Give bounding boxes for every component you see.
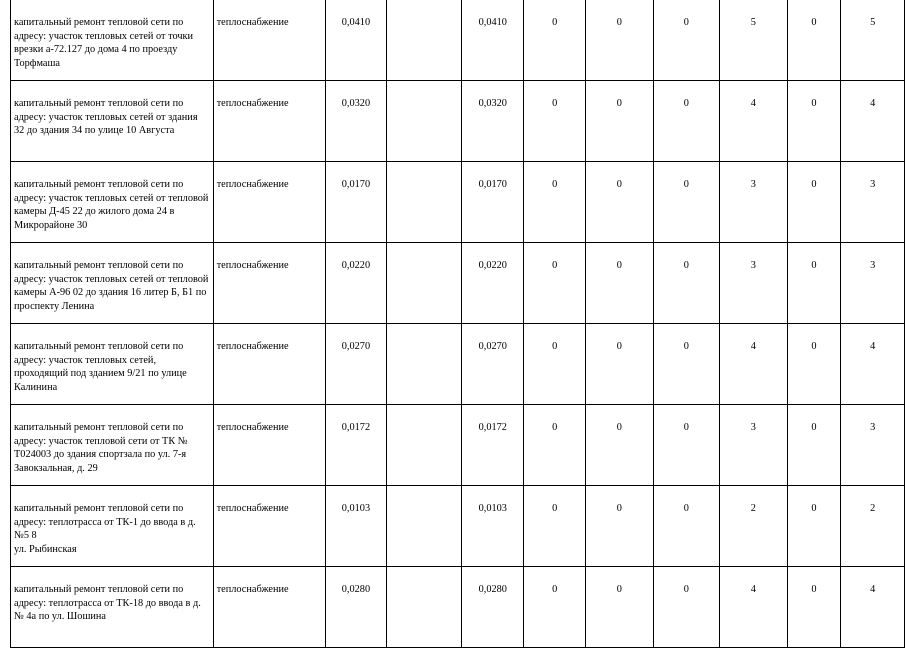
value-cell-1: 0,0320 xyxy=(325,81,386,162)
description-cell: капитальный ремонт тепловой сети по адресу: участок тепловых сетей, проходящий под зданием 9/21 по улице Калинина xyxy=(11,324,214,405)
count-cell-3: 0 xyxy=(653,243,720,324)
count-cell-2: 0 xyxy=(586,324,653,405)
count-cell-2: 0 xyxy=(586,567,653,648)
count-cell-4: 3 xyxy=(720,243,787,324)
value-cell-1: 0,0103 xyxy=(325,486,386,567)
count-cell-4: 3 xyxy=(720,162,787,243)
value-cell-2 xyxy=(387,243,462,324)
count-cell-2: 0 xyxy=(586,486,653,567)
table-row xyxy=(11,405,905,486)
table-row xyxy=(11,0,905,81)
count-cell-2: 0 xyxy=(586,81,653,162)
count-cell-1: 0 xyxy=(524,243,586,324)
count-cell-1: 0 xyxy=(524,486,586,567)
count-cell-5: 0 xyxy=(787,162,841,243)
value-cell-1: 0,0172 xyxy=(325,405,386,486)
count-cell-1: 0 xyxy=(524,81,586,162)
value-cell-3: 0,0280 xyxy=(462,567,524,648)
table-row xyxy=(11,162,905,243)
count-cell-1: 0 xyxy=(524,405,586,486)
count-cell-3: 0 xyxy=(653,81,720,162)
count-cell-5: 0 xyxy=(787,405,841,486)
category-cell: теплоснабжение xyxy=(213,162,325,243)
table-row xyxy=(11,243,905,324)
count-cell-3: 0 xyxy=(653,324,720,405)
count-cell-1: 0 xyxy=(524,0,586,81)
description-cell: капитальный ремонт тепловой сети по адресу: теплотрасса от ТК-18 до ввода в д.№ 4а по ул. Шошина xyxy=(11,567,214,648)
count-cell-6: 3 xyxy=(841,243,905,324)
count-cell-3: 0 xyxy=(653,162,720,243)
value-cell-1: 0,0410 xyxy=(325,0,386,81)
count-cell-4: 3 xyxy=(720,405,787,486)
count-cell-4: 4 xyxy=(720,324,787,405)
description-cell: капитальный ремонт тепловой сети по адресу: теплотрасса от ТК-1 до ввода в д.№5 8 ул. Рыбинская xyxy=(11,486,214,567)
table-row xyxy=(11,486,905,567)
value-cell-2 xyxy=(387,486,462,567)
count-cell-4: 4 xyxy=(720,567,787,648)
count-cell-5: 0 xyxy=(787,324,841,405)
category-cell: теплоснабжение xyxy=(213,324,325,405)
value-cell-3: 0,0220 xyxy=(462,243,524,324)
count-cell-6: 2 xyxy=(841,486,905,567)
value-cell-1: 0,0280 xyxy=(325,567,386,648)
value-cell-2 xyxy=(387,567,462,648)
count-cell-2: 0 xyxy=(586,162,653,243)
count-cell-3: 0 xyxy=(653,567,720,648)
count-cell-6: 4 xyxy=(841,324,905,405)
value-cell-2 xyxy=(387,81,462,162)
count-cell-6: 5 xyxy=(841,0,905,81)
count-cell-6: 3 xyxy=(841,405,905,486)
count-cell-1: 0 xyxy=(524,324,586,405)
value-cell-3: 0,0172 xyxy=(462,405,524,486)
count-cell-3: 0 xyxy=(653,0,720,81)
table-row xyxy=(11,567,905,648)
category-cell: теплоснабжение xyxy=(213,81,325,162)
count-cell-2: 0 xyxy=(586,405,653,486)
category-cell: теплоснабжение xyxy=(213,243,325,324)
repair-table xyxy=(10,0,905,648)
count-cell-6: 4 xyxy=(841,81,905,162)
description-cell: капитальный ремонт тепловой сети по адресу: участок тепловых сетей от здания 32 до здания 34 по улице 10 Августа xyxy=(11,81,214,162)
count-cell-4: 5 xyxy=(720,0,787,81)
count-cell-2: 0 xyxy=(586,243,653,324)
category-cell: теплоснабжение xyxy=(213,405,325,486)
value-cell-1: 0,0270 xyxy=(325,324,386,405)
value-cell-2 xyxy=(387,0,462,81)
category-cell: теплоснабжение xyxy=(213,0,325,81)
description-cell: капитальный ремонт тепловой сети по адресу: участок тепловой сети от ТК № Т024003 до здания спортзала по ул. 7-я Завокзальная, д. 29 xyxy=(11,405,214,486)
count-cell-1: 0 xyxy=(524,162,586,243)
table-row xyxy=(11,81,905,162)
table-body xyxy=(11,0,905,648)
category-cell: теплоснабжение xyxy=(213,567,325,648)
count-cell-4: 2 xyxy=(720,486,787,567)
count-cell-3: 0 xyxy=(653,405,720,486)
count-cell-6: 4 xyxy=(841,567,905,648)
count-cell-5: 0 xyxy=(787,567,841,648)
count-cell-3: 0 xyxy=(653,486,720,567)
count-cell-5: 0 xyxy=(787,486,841,567)
value-cell-3: 0,0103 xyxy=(462,486,524,567)
description-cell: капитальный ремонт тепловой сети по адресу: участок тепловых сетей от тепловой камеры Д-45 22 до жилого дома 24 в Микрорайоне 30 xyxy=(11,162,214,243)
value-cell-3: 0,0320 xyxy=(462,81,524,162)
category-cell: теплоснабжение xyxy=(213,486,325,567)
table-row xyxy=(11,324,905,405)
count-cell-2: 0 xyxy=(586,0,653,81)
value-cell-1: 0,0220 xyxy=(325,243,386,324)
value-cell-3: 0,0410 xyxy=(462,0,524,81)
value-cell-2 xyxy=(387,405,462,486)
value-cell-2 xyxy=(387,162,462,243)
count-cell-4: 4 xyxy=(720,81,787,162)
count-cell-1: 0 xyxy=(524,567,586,648)
description-cell: капитальный ремонт тепловой сети по адресу: участок тепловых сетей от тепловой камеры А-96 02 до здания 16 литер Б, Б1 по проспекту Ленина xyxy=(11,243,214,324)
description-cell: капитальный ремонт тепловой сети по адресу: участок тепловых сетей от точки врезки а-72.127 до дома 4 по проезду Торфмаша xyxy=(11,0,214,81)
value-cell-3: 0,0170 xyxy=(462,162,524,243)
value-cell-3: 0,0270 xyxy=(462,324,524,405)
count-cell-5: 0 xyxy=(787,0,841,81)
count-cell-5: 0 xyxy=(787,81,841,162)
count-cell-6: 3 xyxy=(841,162,905,243)
value-cell-1: 0,0170 xyxy=(325,162,386,243)
value-cell-2 xyxy=(387,324,462,405)
count-cell-5: 0 xyxy=(787,243,841,324)
